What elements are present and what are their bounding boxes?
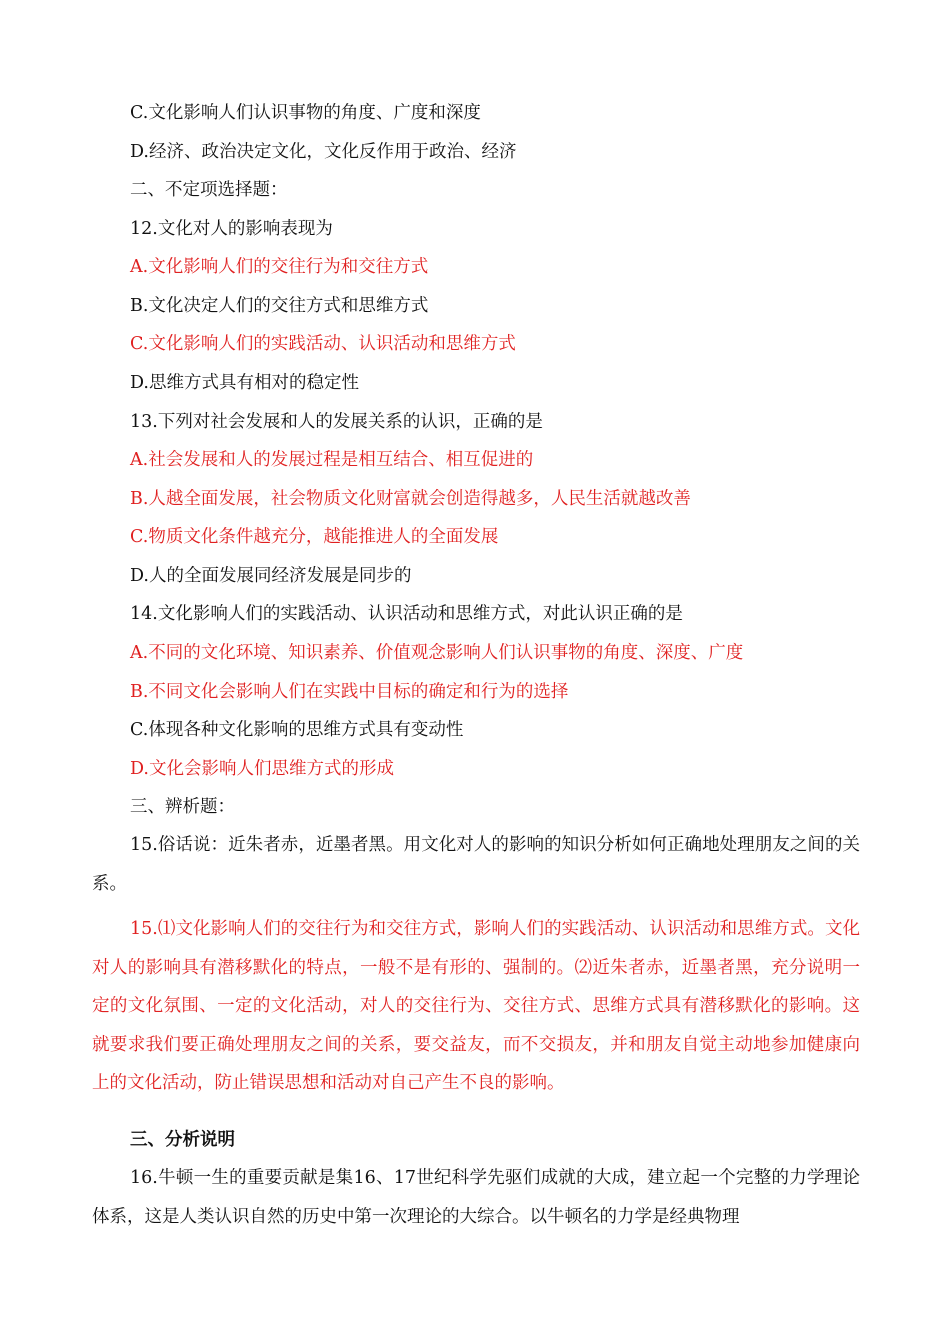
section-heading-analysis: 三、辨析题： [130, 797, 235, 817]
option-12a: A.文化影响人们的交往行为和交往方式 [130, 257, 429, 277]
answer-15: 15.⑴文化影响人们的交往行为和交往方式，影响人们的实践活动、认识活动和思维方式。文化对人的影响具有潜移默化的特点，一般不是有形的、强制的。⑵近朱者赤，近墨者黑，充分说明一定的文化氛围、一定的文化活动，对人的交往行为、交往方式、思维方式具有潜移默化的影响。这就要求我们要正确处理朋友之间的关系，要交益友，而不交损友，并和朋友自觉主动地参加健康向上的文化活动，防止错误思想和活动对自己产生不良的影响。 [92, 919, 860, 1094]
option-14c: C.体现各种文化影响的思维方式具有变动性 [130, 720, 464, 740]
option-13c: C.物质文化条件越充分，越能推进人的全面发展 [130, 527, 499, 547]
question-14: 14.文化影响人们的实践活动、认识活动和思维方式，对此认识正确的是 [130, 604, 683, 624]
option-11d: D.经济、政治决定文化，文化反作用于政治、经济 [130, 142, 517, 162]
option-11c: C.文化影响人们认识事物的角度、广度和深度 [130, 103, 481, 123]
option-12b: B.文化决定人们的交往方式和思维方式 [130, 296, 429, 316]
option-12d: D.思维方式具有相对的稳定性 [130, 373, 359, 393]
question-12: 12.文化对人的影响表现为 [130, 219, 333, 239]
option-14a: A.不同的文化环境、知识素养、价值观念影响人们认识事物的角度、深度、广度 [130, 643, 744, 663]
option-13d: D.人的全面发展同经济发展是同步的 [130, 566, 412, 586]
question-13: 13.下列对社会发展和人的发展关系的认识，正确的是 [130, 412, 543, 432]
option-14b: B.不同文化会影响人们在实践中目标的确定和行为的选择 [130, 682, 569, 702]
section-heading-explanation: 三、分析说明 [130, 1130, 235, 1150]
question-16: 16.牛顿一生的重要贡献是集16、17世纪科学先驱们成就的大成，建立起一个完整的力学理论体系，这是人类认识自然的历史中第一次理论的大综合。以牛顿名的力学是经典物理 [92, 1168, 860, 1227]
option-14d: D.文化会影响人们思维方式的形成 [130, 759, 394, 779]
option-13a: A.社会发展和人的发展过程是相互结合、相互促进的 [130, 450, 534, 470]
section-heading-multiple-choice: 二、不定项选择题： [130, 180, 288, 200]
option-12c: C.文化影响人们的实践活动、认识活动和思维方式 [130, 334, 516, 354]
option-13b: B.人越全面发展，社会物质文化财富就会创造得越多，人民生活就越改善 [130, 489, 691, 509]
question-15: 15.俗话说：近朱者赤，近墨者黑。用文化对人的影响的知识分析如何正确地处理朋友之间的关系。 [92, 835, 860, 894]
